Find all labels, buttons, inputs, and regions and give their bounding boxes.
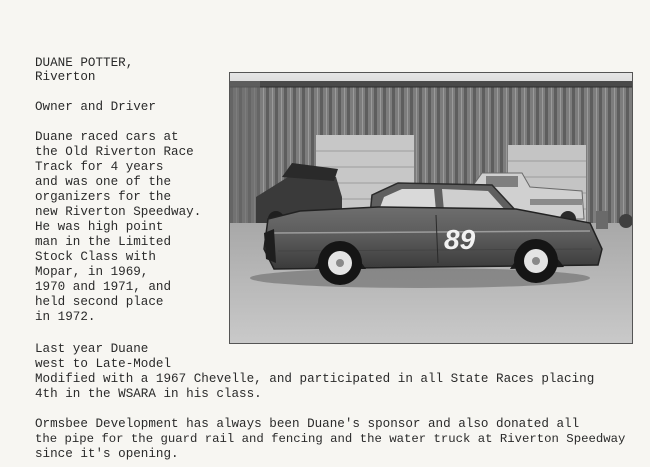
bio-line: Stock Class with	[35, 250, 156, 264]
trash-can	[596, 211, 608, 229]
bio-line: and was one of the	[35, 175, 172, 189]
driver-role: Owner and Driver	[35, 100, 156, 114]
driver-town: Riverton	[35, 70, 96, 84]
bio-line: in 1972.	[35, 310, 96, 324]
sponsor-line: since it's opening.	[35, 447, 179, 461]
race-car-illustration	[230, 73, 632, 343]
last-year-line: west to Late-Model	[35, 357, 172, 371]
bio-line: Mopar, in 1969,	[35, 265, 149, 279]
bio-line: held second place	[35, 295, 164, 309]
bio-line: Track for 4 years	[35, 160, 164, 174]
sponsor-line: Ormsbee Development has always been Duane's sponsor and also donated all	[35, 417, 580, 431]
driver-name: DUANE POTTER,	[35, 56, 134, 70]
bio-line: Duane raced cars at	[35, 130, 179, 144]
bio-line: the Old Riverton Race	[35, 145, 194, 159]
car-number: 89	[444, 224, 476, 255]
last-year-line: 4th in the WSARA in his class.	[35, 387, 262, 401]
last-year-line: Modified with a 1967 Chevelle, and participated in all State Races placing	[35, 372, 595, 386]
bio-line: organizers for the	[35, 190, 172, 204]
bio-line: 1970 and 1971, and	[35, 280, 172, 294]
last-year-line: Last year Duane	[35, 342, 149, 356]
bio-line: new Riverton Speedway.	[35, 205, 202, 219]
race-car-photo	[229, 72, 633, 344]
sponsor-line: the pipe for the guard rail and fencing and the water truck at Riverton Speedway	[35, 432, 626, 446]
bio-line: He was high point	[35, 220, 164, 234]
bio-line: man in the Limited	[35, 235, 172, 249]
